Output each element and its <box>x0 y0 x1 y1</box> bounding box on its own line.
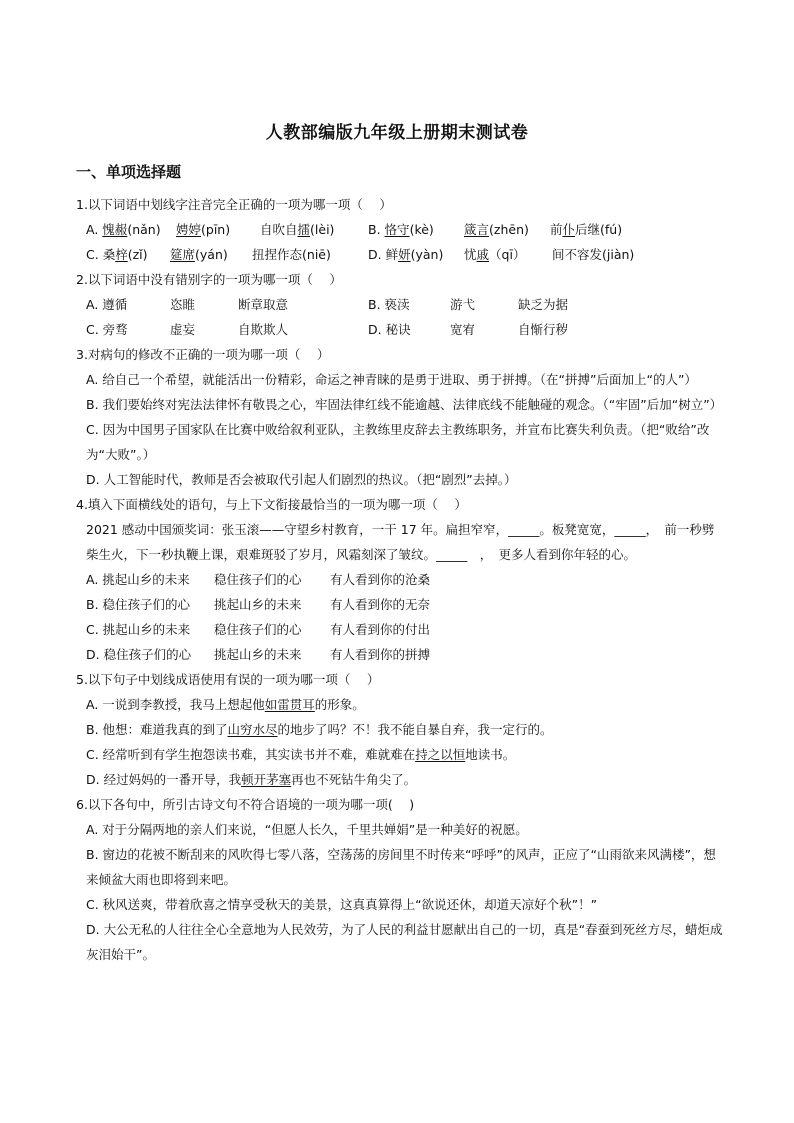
q2-option-c-word2: 虚妄 <box>170 322 196 337</box>
q4-option-d-p2: 挑起山乡的未来 <box>214 647 302 662</box>
q4-option-a <box>76 567 726 592</box>
q2-option-b: B. 亵渎 <box>368 297 410 312</box>
q3-option-d: D. 人工智能时代，教师是否会被取代引起人们剧烈的热议。（把“剧烈”去掉。） <box>86 472 517 487</box>
q5-option-a: A. 一说到李教授，我马上想起他如雷贯耳的形象。 <box>86 697 365 712</box>
q2-option-c: C. 旁骛 <box>86 322 128 337</box>
q1-option-c-word2: 筵席(yán) <box>170 247 228 262</box>
q1-option-a-word2: 娉婷(pīn) <box>176 222 231 237</box>
q6-option-d: D. 大公无私的人往往全心全意地为人民效劳，为了人民的利益甘愿献出自己的一切，真是“春蚕到死丝方尽，蜡炬成灰泪始干”。 <box>86 922 723 962</box>
question-5-stem: 5.以下句子中划线成语使用有误的一项为哪一项（ ） <box>76 672 380 687</box>
q2-option-a-word3: 断章取意 <box>238 297 289 312</box>
q2-option-d-word2: 宽宥 <box>450 322 476 337</box>
question-6-stem: 6.以下各句中，所引古诗文句不符合语境的一项为哪一项( ) <box>76 797 415 812</box>
q4-option-a-p1: A. 挑起山乡的未来 <box>86 572 190 587</box>
section-heading: 一、单项选择题 <box>76 163 182 181</box>
q4-option-b-p3: 有人看到你的无奈 <box>330 597 431 612</box>
question-2-options-cd <box>76 317 726 342</box>
q1-option-b: B. 恪守(kè) <box>368 222 434 237</box>
question-1-options-ab <box>76 217 726 242</box>
q6-option-a: A. 对于分隔两地的亲人们来说，“但愿人长久，千里共婵娟”是一种美好的祝愿。 <box>86 822 528 837</box>
q1-option-d-word2: 忧戚（qī） <box>464 247 526 262</box>
q2-option-b-word3: 缺乏为据 <box>518 297 569 312</box>
question-3-stem: 3.对病句的修改不正确的一项为哪一项（ ） <box>76 347 330 362</box>
question-1-options-cd <box>76 242 726 267</box>
question-2-options-ab <box>76 292 726 317</box>
q2-option-a-word2: 恣睢 <box>170 297 196 312</box>
q1-option-c-word3: 扭捏作态(niē) <box>252 247 331 262</box>
q1-option-b-word3: 前仆后继(fú) <box>550 222 623 237</box>
q2-option-a: A. 遵循 <box>86 297 128 312</box>
q5-option-d: D. 经过妈妈的一番开导，我顿开茅塞再也不死钻牛角尖了。 <box>86 772 417 787</box>
q6-option-c: C. 秋风送爽，带着欣喜之情享受秋天的美景，这真真算得上“欲说还休，却道天凉好个秋”！” <box>86 897 598 912</box>
q1-option-a-word3: 自吹自擂(lèi) <box>260 222 335 237</box>
q4-option-a-p3: 有人看到你的沧桑 <box>330 572 431 587</box>
q2-option-c-word3: 自欺欺人 <box>238 322 289 337</box>
q2-option-b-word2: 游弋 <box>450 297 476 312</box>
q3-option-a: A. 给自己一个希望，就能活出一份精彩，命运之神青睐的是勇于进取、勇于拼搏。（在“拼搏”后面加上“的人”） <box>86 372 697 387</box>
q2-option-d-word3: 自惭行秽 <box>518 322 569 337</box>
q4-option-a-p2: 稳住孩子们的心 <box>214 572 302 587</box>
q3-option-b: B. 我们要始终对宪法法律怀有敬畏之心，牢固法律红线不能逾越、法律底线不能触碰的观念。（“牢固”后加“树立”） <box>86 397 723 412</box>
q1-option-a: A. 愧赧(nǎn) <box>86 222 161 237</box>
q2-option-d: D. 秘诀 <box>368 322 411 337</box>
q5-option-c: C. 经常听到有学生抱怨读书难，其实读书并不难，难就难在持之以恒地读书。 <box>86 747 516 762</box>
q3-option-c: C. 因为中国男子国家队在比赛中败给叙利亚队，主教练里皮辞去主教练职务，并宣布比赛失利负责。（把“败给”改为“大败”。） <box>86 422 710 462</box>
q4-option-c-p1: C. 挑起山乡的未来 <box>86 622 191 637</box>
q4-option-b-p1: B. 稳住孩子们的心 <box>86 597 191 612</box>
q4-option-d-p3: 有人看到你的拼搏 <box>330 647 431 662</box>
q5-option-b: B. 他想：难道我真的到了山穷水尽的地步了吗？不！我不能自暴自弃，我一定行的。 <box>86 722 553 737</box>
q6-option-b: B. 窗边的花被不断刮来的风吹得七零八落，空荡荡的房间里不时传来“呼呼”的风声，正应了“山雨欲来风满楼”，想来倾盆大雨也即将到来吧。 <box>86 847 716 887</box>
question-1-stem: 1.以下词语中划线字注音完全正确的一项为哪一项（ ） <box>76 197 392 212</box>
q4-option-b <box>76 592 726 617</box>
q1-option-d-word3: 间不容发(jiàn) <box>552 247 635 262</box>
question-2-stem: 2.以下词语中没有错别字的一项为哪一项（ ） <box>76 272 342 287</box>
q4-option-c-p2: 稳住孩子们的心 <box>214 622 302 637</box>
q1-option-b-word2: 箴言(zhēn) <box>464 222 529 237</box>
q4-option-c-p3: 有人看到你的付出 <box>330 622 431 637</box>
question-4-stem: 4.填入下面横线处的语句，与上下文衔接最恰当的一项为哪一项（ ） <box>76 497 467 512</box>
q1-option-d: D. 鲜妍(yàn) <box>368 247 444 262</box>
q4-option-b-p2: 挑起山乡的未来 <box>214 597 302 612</box>
q4-option-d-p1: D. 稳住孩子们的心 <box>86 647 192 662</box>
q4-option-c <box>76 617 726 642</box>
question-list <box>76 192 726 967</box>
q1-option-c: C. 桑梓(zǐ) <box>86 247 148 262</box>
q4-option-d <box>76 642 726 667</box>
q4-passage: 2021 感动中国颁奖词：张玉滚——守望乡村教育，一干 17 年。扁担窄窄，_____。板凳宽宽，_____， 前一秒劈柴生火，下一秒执鞭上课，艰难斑驳了岁月，风霜刻深了皱纹。_____ ， 更多人看到你年轻的心。 <box>86 522 715 562</box>
page-title: 人教部编版九年级上册期末测试卷 <box>265 123 529 143</box>
